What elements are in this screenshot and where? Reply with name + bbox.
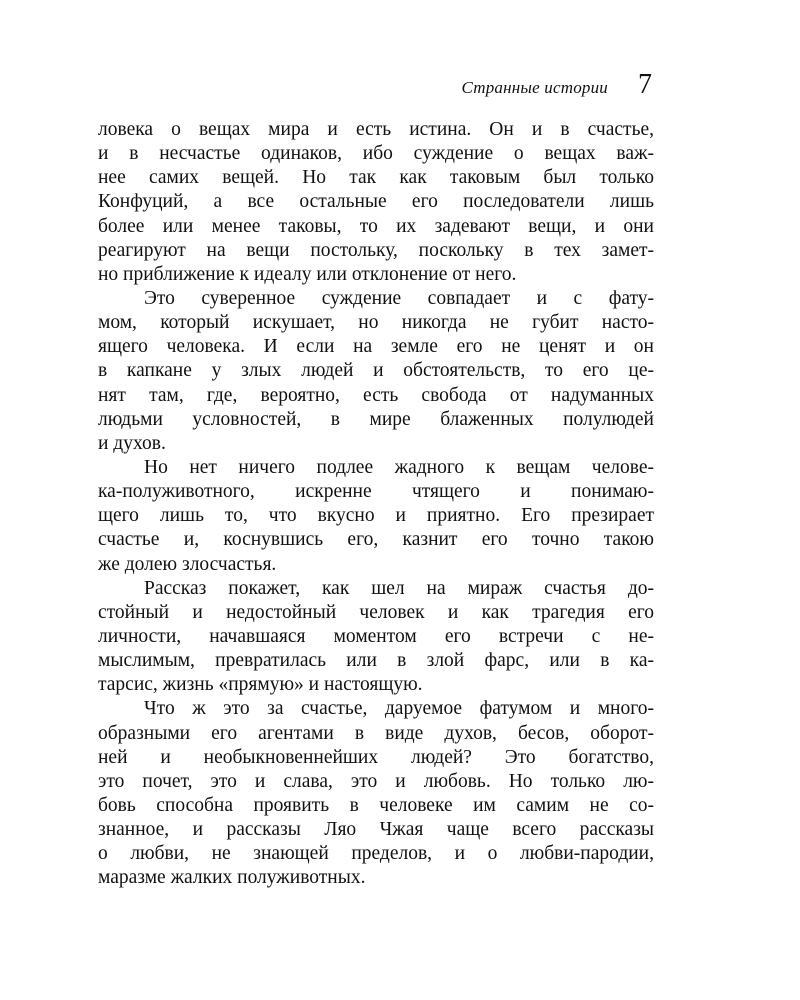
text-line: мом, который искушает, но никогда не губит насто- bbox=[98, 312, 654, 334]
paragraph-5 bbox=[98, 697, 654, 890]
text-line: Конфуций, а все остальные его последователи лишь bbox=[98, 191, 654, 213]
text-line: ящего человека. И если на земле его не ценят и он bbox=[98, 336, 654, 358]
text-line: и в несчастье одинаков, ибо суждение о вещах важ- bbox=[98, 143, 654, 165]
paragraph-4 bbox=[98, 577, 654, 698]
text-line: но приближение к идеалу или отклонение от него. bbox=[98, 263, 517, 285]
text-line: это почет, это и слава, это и любовь. Но только лю- bbox=[98, 770, 654, 792]
text-line: бовь способна проявить в человеке им самим не со- bbox=[98, 794, 654, 816]
text-line: реагируют на вещи постольку, поскольку в тех замет- bbox=[98, 239, 654, 261]
text-line: маразме жалких полуживотных. bbox=[98, 867, 366, 889]
paragraph-1 bbox=[98, 118, 654, 287]
text-line: же долею злосчастья. bbox=[98, 553, 277, 575]
text-line: Что ж это за счастье, даруемое фатумом и много- bbox=[144, 698, 654, 720]
text-line: образными его агентами в виде духов, бесов, оборот- bbox=[98, 722, 654, 744]
body-text bbox=[98, 118, 654, 891]
text-line: счастье и, коснувшись его, казнит его точно такою bbox=[98, 529, 654, 551]
text-line: более или менее таковы, то их задевают вещи, и они bbox=[98, 215, 654, 237]
text-line: ней и необыкновеннейших людей? Это богатство, bbox=[98, 746, 654, 768]
text-line: Но нет ничего подлее жадного к вещам челове- bbox=[144, 456, 654, 478]
text-line: людьми условностей, в мире блаженных полулюдей bbox=[98, 408, 654, 430]
text-line: знанное, и рассказы Ляо Чжая чаще всего рассказы bbox=[98, 819, 654, 841]
text-line: в капкане у злых людей и обстоятельств, то его це- bbox=[98, 360, 654, 382]
running-title: Странные истории bbox=[461, 78, 608, 97]
text-line: Рассказ покажет, как шел на мираж счастья до- bbox=[144, 577, 654, 599]
text-line: личности, начавшаяся моментом его встречи с не- bbox=[98, 625, 654, 647]
text-line: щего лишь то, что вкусно и приятно. Его презирает bbox=[98, 505, 654, 527]
text-line: мыслимым, превратилась или в злой фарс, или в ка- bbox=[98, 650, 654, 672]
page-number: 7 bbox=[638, 69, 652, 100]
text-line: тарсис, жизнь «прямую» и настоящую. bbox=[98, 674, 423, 696]
text-line: о любви, не знающей пределов, и о любви-пародии, bbox=[98, 843, 654, 865]
text-line: ловека о вещах мира и есть истина. Он и в счастье, bbox=[98, 119, 654, 140]
paragraph-2 bbox=[98, 287, 654, 456]
text-line: Это суверенное суждение совпадает и с фату- bbox=[144, 287, 654, 309]
running-head bbox=[98, 68, 654, 108]
text-line: нее самих вещей. Но так как таковым был только bbox=[98, 167, 654, 189]
text-line: и духов. bbox=[98, 432, 166, 454]
text-line: нят там, где, вероятно, есть свобода от надуманных bbox=[98, 384, 654, 406]
paragraph-3 bbox=[98, 456, 654, 577]
text-line: ка-полуживотного, искренне чтящего и понимаю- bbox=[98, 481, 654, 503]
text-line: стойный и недостойный человек и как трагедия его bbox=[98, 601, 654, 623]
